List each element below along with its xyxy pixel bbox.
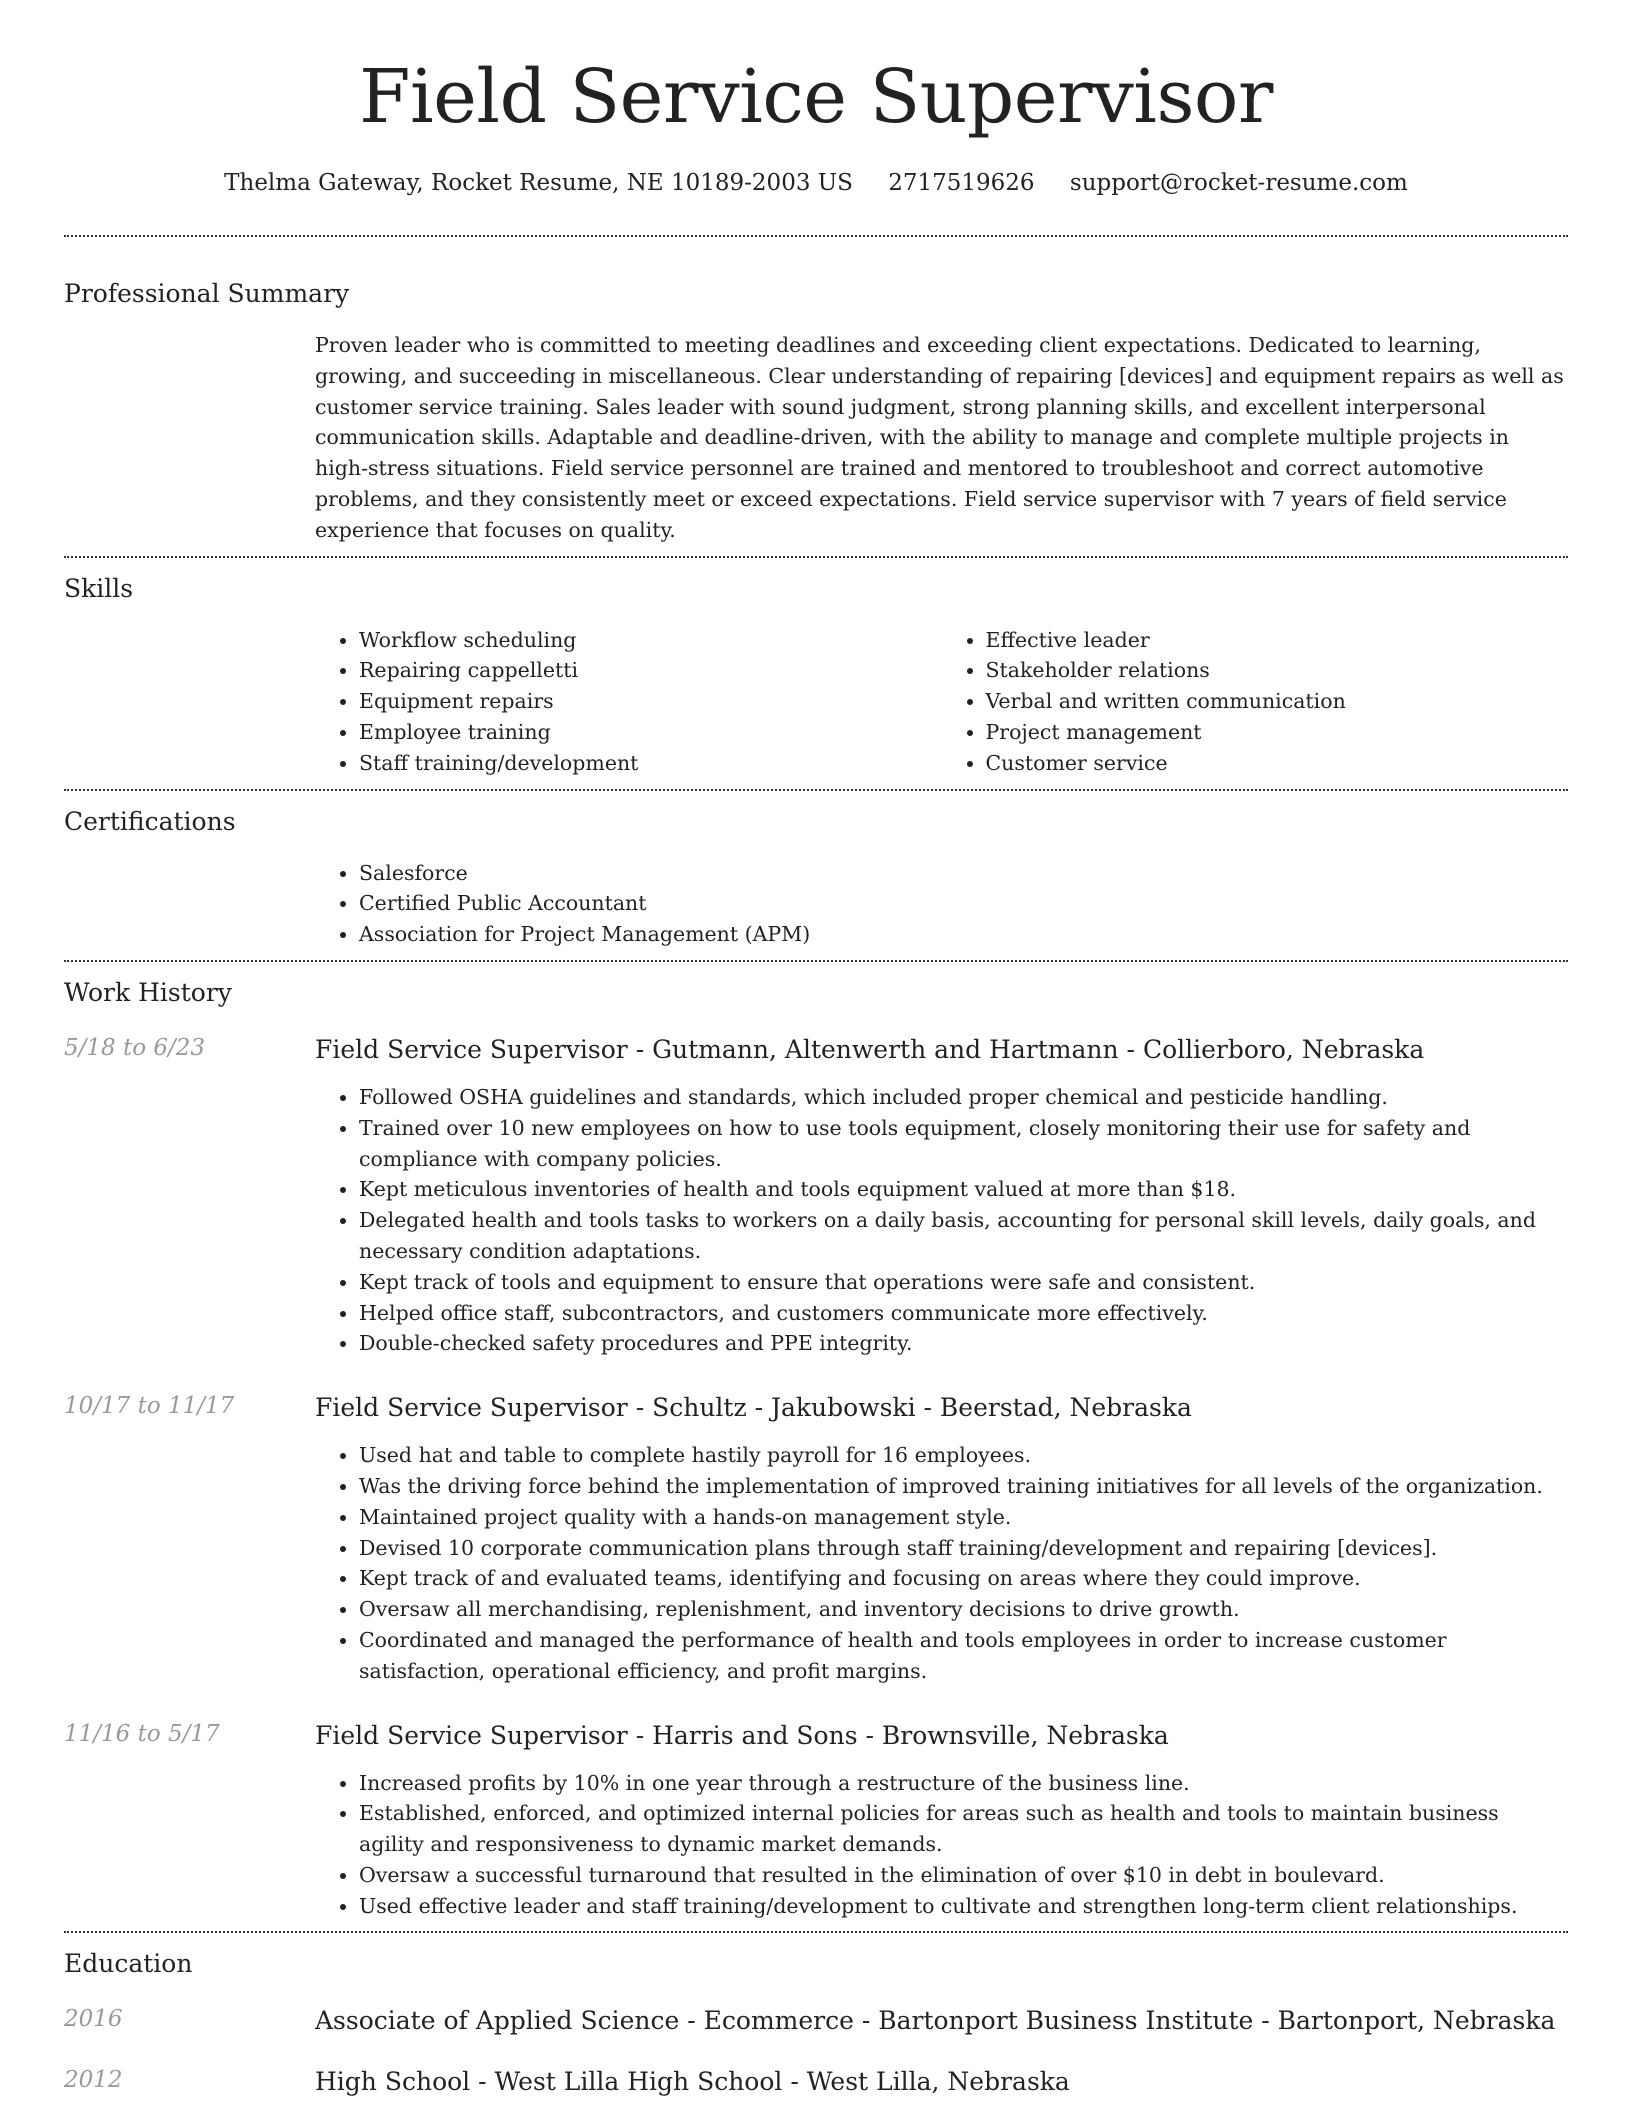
job-bullet: • Delegated health and tools tasks to workers on a daily basis, accounting for personal skill levels, daily goals, and necessary condition adaptations.: [359, 1205, 1568, 1267]
skill-item: • Customer service: [986, 748, 1569, 779]
skill-item: • Stakeholder relations: [986, 655, 1569, 686]
skills-column-left: [315, 625, 942, 779]
skill-item: • Employee training: [359, 717, 942, 748]
section-divider: [64, 789, 1568, 791]
job-bullet: • Oversaw a successful turnaround that resulted in the elimination of over $10 in debt in boulevard.: [359, 1860, 1568, 1891]
job-bullet-list: [315, 1082, 1568, 1359]
section-divider: [64, 1931, 1568, 1933]
job-bullet: • Used effective leader and staff training/development to cultivate and strengthen long-term client relationships.: [359, 1891, 1568, 1922]
section-divider: [64, 235, 1568, 237]
certification-item: • Salesforce: [359, 858, 1568, 889]
job-bullet: • Increased profits by 10% in one year through a restructure of the business line.: [359, 1768, 1568, 1799]
education-year: 2012: [64, 2067, 123, 2094]
certification-item: • Association for Project Management (APM): [359, 919, 1568, 950]
job-entry: [64, 1395, 1568, 1686]
job-dates: 5/18 to 6/23: [64, 1034, 206, 1061]
education-title: Associate of Applied Science - Ecommerce - Bartonport Business Institute - Bartonport, Nebraska: [315, 2006, 1556, 2036]
skill-item: • Staff training/development: [359, 748, 942, 779]
skill-item: • Repairing cappelletti: [359, 655, 942, 686]
skills-list: [315, 625, 1568, 779]
job-entry: [64, 1034, 1568, 1359]
work-history-heading: Work History: [64, 977, 232, 1007]
job-bullet: • Coordinated and managed the performance of health and tools employees in order to increase customer satisfaction, operational efficiency, and profit margins.: [359, 1625, 1568, 1687]
job-dates: 10/17 to 11/17: [64, 1393, 235, 1420]
job-bullet: • Kept track of tools and equipment to ensure that operations were safe and consistent.: [359, 1267, 1568, 1298]
skill-item: • Equipment repairs: [359, 686, 942, 717]
contact-phone: 2717519626: [888, 170, 1035, 196]
education-title: High School - West Lilla High School - West Lilla, Nebraska: [315, 2067, 1070, 2097]
section-divider: [64, 960, 1568, 962]
job-bullet: • Trained over 10 new employees on how to use tools equipment, closely monitoring their use for safety and compliance with company policies.: [359, 1113, 1568, 1175]
job-title: Field Service Supervisor - Gutmann, Altenwerth and Hartmann - Collierboro, Nebraska: [315, 1034, 1425, 1064]
section-divider: [64, 556, 1568, 558]
skills-heading: Skills: [64, 573, 134, 603]
job-bullet: • Followed OSHA guidelines and standards, which included proper chemical and pesticide handling.: [359, 1082, 1568, 1113]
job-bullet: • Kept meticulous inventories of health and tools equipment valued at more than $18.: [359, 1174, 1568, 1205]
job-bullet: • Was the driving force behind the implementation of improved training initiatives for all levels of the organization.: [359, 1471, 1568, 1502]
job-bullet: • Double-checked safety procedures and PPE integrity.: [359, 1328, 1568, 1359]
job-bullet: • Devised 10 corporate communication plans through staff training/development and repairing [devices].: [359, 1533, 1568, 1564]
job-bullet: • Used hat and table to complete hastily payroll for 16 employees.: [359, 1440, 1568, 1471]
education-year: 2016: [64, 2006, 123, 2033]
skill-item: • Verbal and written communication: [986, 686, 1569, 717]
skills-column-right: [942, 625, 1569, 779]
job-bullet: • Maintained project quality with a hands-on management style.: [359, 1502, 1568, 1533]
contact-line: [64, 172, 1568, 195]
job-title: Field Service Supervisor - Harris and Sons - Brownsville, Nebraska: [315, 1720, 1169, 1750]
job-dates: 11/16 to 5/17: [64, 1720, 220, 1747]
candidate-name: Field Service Supervisor: [359, 54, 1273, 140]
skill-item: • Project management: [986, 717, 1569, 748]
job-bullet: • Kept track of and evaluated teams, identifying and focusing on areas where they could improve.: [359, 1563, 1568, 1594]
certifications-list: [315, 858, 1568, 950]
job-bullet-list: [315, 1440, 1568, 1686]
contact-address: Thelma Gateway, Rocket Resume, NE 10189-2003 US: [224, 170, 853, 196]
education-entry: [64, 2006, 1568, 2036]
certification-item: • Certified Public Accountant: [359, 888, 1568, 919]
job-bullet: • Established, enforced, and optimized internal policies for areas such as health and tools to maintain business agility and responsiveness to dynamic market demands.: [359, 1798, 1568, 1860]
job-title: Field Service Supervisor - Schultz - Jakubowski - Beerstad, Nebraska: [315, 1393, 1192, 1423]
job-entry: [64, 1720, 1568, 1922]
contact-email: support@rocket-resume.com: [1069, 170, 1408, 196]
skill-item: • Effective leader: [986, 625, 1569, 656]
education-heading: Education: [64, 1949, 193, 1979]
certifications-heading: Certifications: [64, 806, 236, 836]
skill-item: • Workflow scheduling: [359, 625, 942, 656]
summary-text: Proven leader who is committed to meeting deadlines and exceeding client expectations. Dedicated to learning, growing, and succeeding in miscellaneous. Clear understanding of repairing [devices] and equipment repairs as well as customer service training. Sales leader with sound judgment, strong planning skills, and excellent interpersonal communication skills. Adaptable and deadline-driven, with the ability to manage and complete multiple projects in high-stress situations. Field service personnel are trained and mentored to troubleshoot and correct automotive problems, and they consistently meet or exceed expectations. Field service supervisor with 7 years of field service experience that focuses on quality.: [315, 333, 1564, 542]
resume-page: [64, 0, 1568, 2097]
summary-heading: Professional Summary: [64, 279, 350, 308]
education-entry: [64, 2067, 1568, 2097]
job-bullet: • Helped office staff, subcontractors, and customers communicate more effectively.: [359, 1298, 1568, 1329]
job-bullet: • Oversaw all merchandising, replenishment, and inventory decisions to drive growth.: [359, 1594, 1568, 1625]
job-bullet-list: [315, 1768, 1568, 1922]
